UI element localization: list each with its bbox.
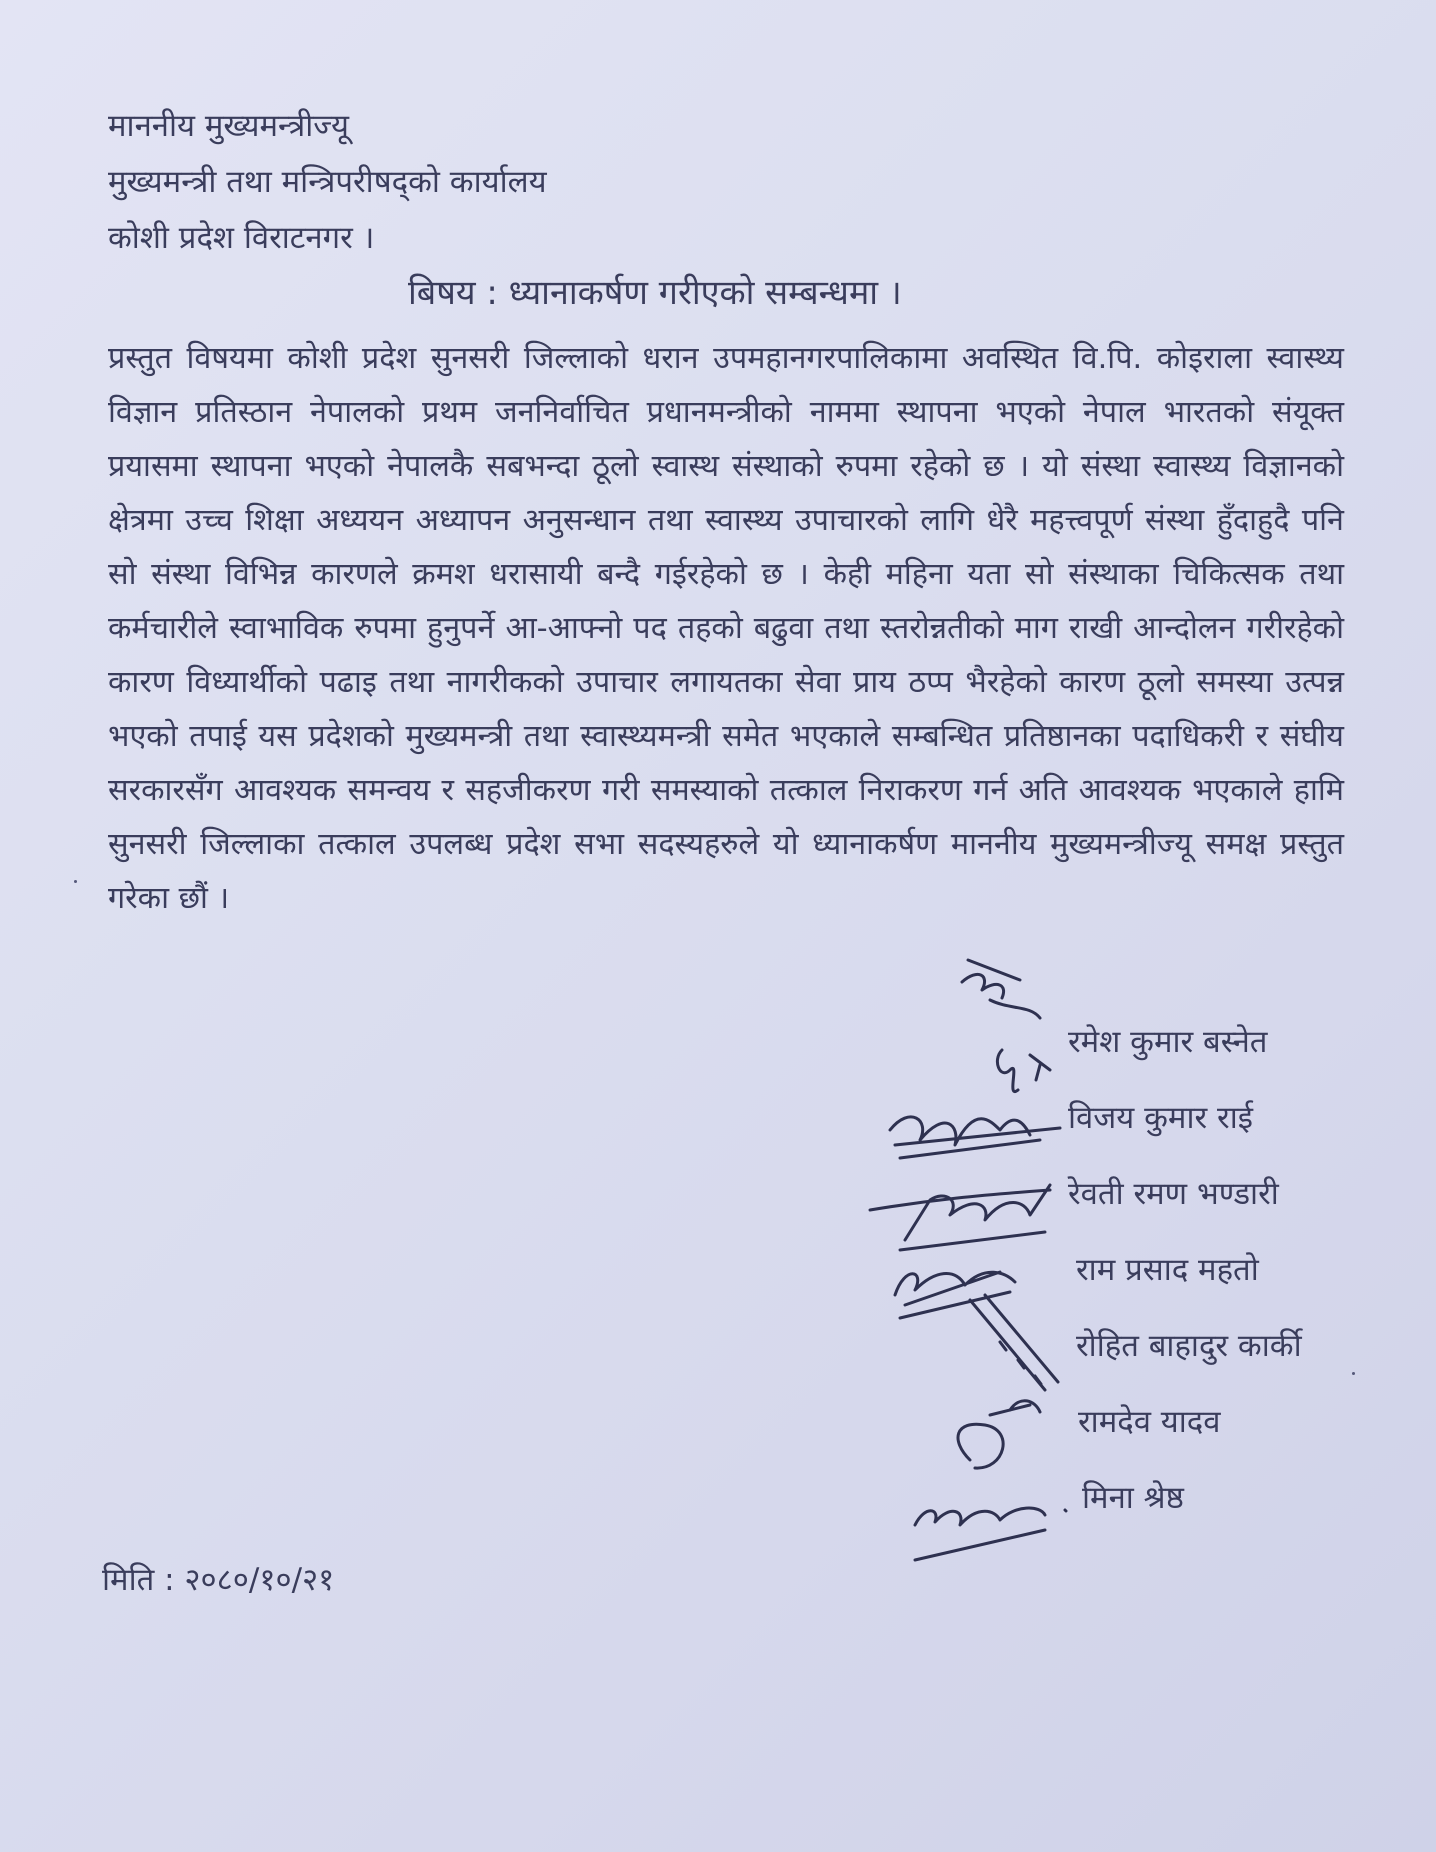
letter-subject: बिषय : ध्यानाकर्षण गरीएको सम्बन्धमा । [408, 273, 902, 313]
recipient-address [108, 98, 547, 266]
paper-speck [74, 880, 77, 883]
signatory-5: रोहित बाहादुर कार्की [1076, 1328, 1302, 1364]
address-line-1: माननीय मुख्यमन्त्रीज्यू [108, 108, 349, 144]
paper-speck [1352, 1372, 1355, 1375]
address-line-2: मुख्यमन्त्री तथा मन्त्रिपरीषद्को कार्यालय [108, 164, 547, 200]
signatory-1: रमेश कुमार बस्नेत [1068, 1024, 1268, 1060]
signatory-2: विजय कुमार राई [1068, 1100, 1253, 1136]
signatory-6: रामदेव यादव [1078, 1404, 1221, 1440]
signatory-3: रेवती रमण भण्डारी [1068, 1176, 1279, 1212]
signatory-4: राम प्रसाद महतो [1076, 1252, 1259, 1288]
letter-body: प्रस्तुत विषयमा कोशी प्रदेश सुनसरी जिल्लाको धरान उपमहानगरपालिकामा अवस्थित वि.पि. कोइराला स्वास्थ्य विज्ञान प्रतिस्ठान नेपालको प्रथम जननिर्वाचित प्रधानमन्त्रीको नाममा स्थापना भएको नेपाल भारतको संयूक्त प्रयासमा स्थापना भएको नेपालकै सबभन्दा ठूलो स्वास्थ संस्थाको रुपमा रहेको छ । यो संस्था स्वास्थ्य विज्ञानको क्षेत्रमा उच्च शिक्षा अध्ययन अध्यापन अनुसन्धान तथा स्वास्थ्य उपाचारको लागि धेरै महत्त्वपूर्ण संस्था हुँदाहुदै पनि सो संस्था विभिन्न कारणले क्रमश धरासायी बन्दै गईरहेको छ । केही महिना यता सो संस्थाका चिकित्सक तथा कर्मचारीले स्वाभाविक रुपमा हुनुपर्ने आ-आफ्नो पद तहको बढुवा तथा स्तरोन्नतीको माग राखी आन्दोलन गरीरहेको कारण विध्यार्थीको पढाइ तथा नागरीकको उपाचार लगायतका सेवा प्राय ठप्प भैरहेको कारण ठूलो समस्या उत्पन्न भएको तपाई यस प्रदेशको मुख्यमन्त्री तथा स्वास्थ्यमन्त्री समेत भएकाले सम्बन्धित प्रतिष्ठानका पदाधिकरी र संघीय सरकारसँग आवश्यक समन्वय र सहजीकरण गरी समस्याको तत्काल निराकरण गर्न अति आवश्यक भएकाले हामि सुनसरी जिल्लाका तत्काल उपलब्ध प्रदेश सभा सदस्यहरुले यो ध्यानाकर्षण माननीय मुख्यमन्त्रीज्यू समक्ष प्रस्तुत गरेका छौं । [108, 341, 1344, 916]
letter-date: मिति : २०८०/१०/२१ [102, 1562, 335, 1598]
address-line-3: कोशी प्रदेश विराटनगर । [108, 220, 375, 256]
signatory-7: मिना श्रेष्ठ [1082, 1480, 1184, 1516]
